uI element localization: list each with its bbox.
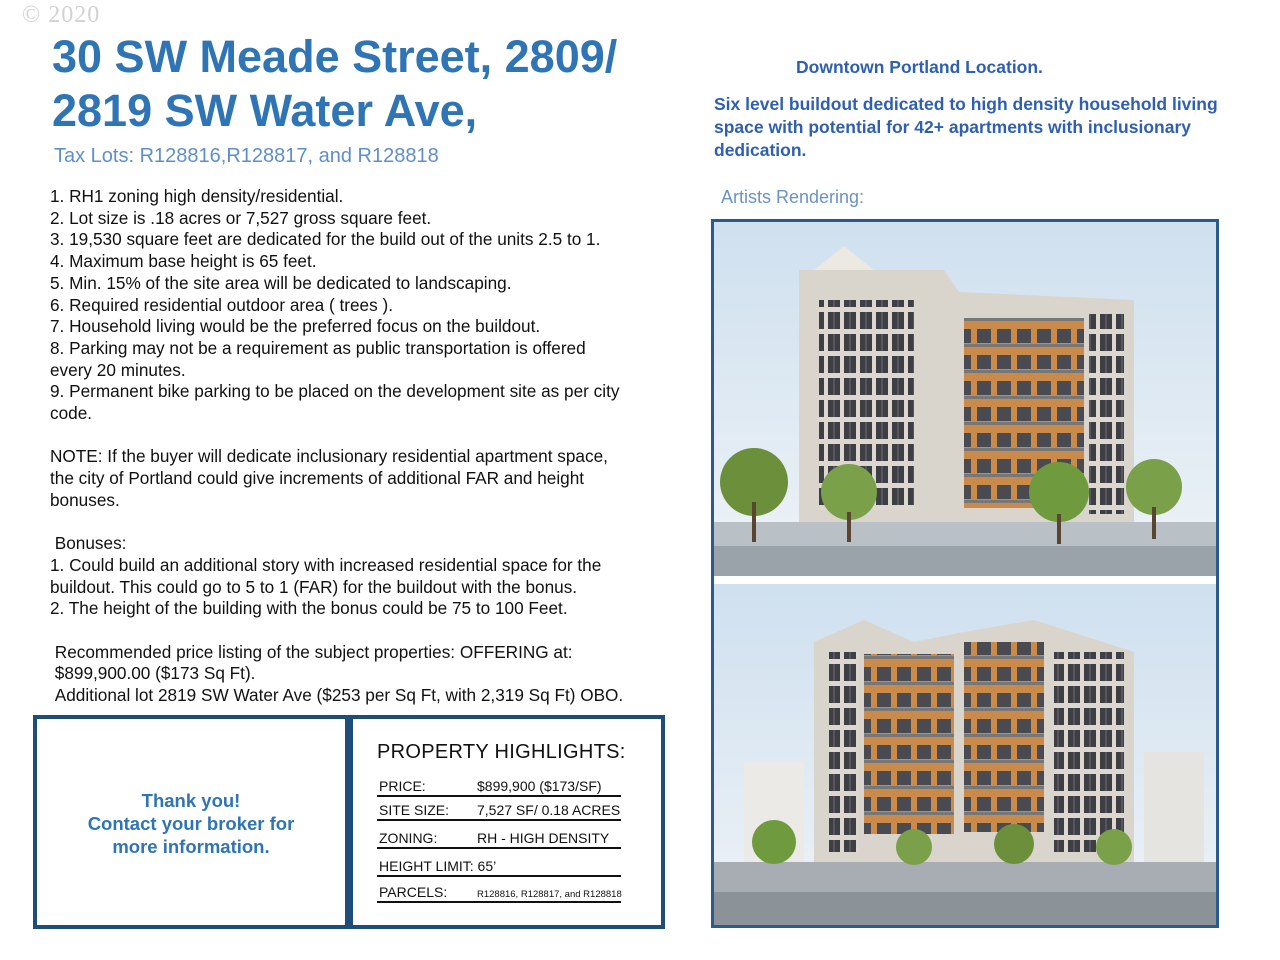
highlight-value: $899,900 ($173/SF) [477,778,602,794]
bonus-line: 1. Could build an additional story with increased residential space for the [50,554,602,575]
pricing-line: Recommended price listing of the subject properties: OFFERING at: [50,641,573,662]
note-line: the city of Portland could give increments of additional FAR and height [50,468,585,489]
detail-item: 4. Maximum base height is 65 feet. [50,251,317,272]
bonus-line: 2. The height of the building with the bonus could be 75 to 100 Feet. [50,598,568,619]
detail-item: 1. RH1 zoning high density/residential. [50,186,344,206]
highlight-row-price [377,777,621,797]
artist-rendering-label: Artists Rendering: [721,187,865,207]
detail-item: 8. Parking may not be a requirement as public transportation is offered [50,337,586,358]
bonus-line: Bonuses: [50,533,127,554]
highlight-row-site-size [377,801,621,821]
highlight-label: PRICE: [379,778,426,794]
highlight-label: ZONING: [379,830,438,846]
note-line: NOTE: If the buyer will dedicate inclusionary residential apartment space, [50,446,608,467]
title-line-2: 2819 SW Water Ave, [52,85,478,136]
detail-item: 7. Household living would be the preferred focus on the buildout. [50,316,541,337]
detail-item: 2. Lot size is .18 acres or 7,527 gross square feet. [50,207,432,228]
highlight-label: HEIGHT LIMIT: 65’ [379,858,497,874]
highlight-label: SITE SIZE: [379,802,450,818]
contact-line-3: more information. [112,836,270,857]
rendering-bottom [714,584,1216,925]
bonus-line: buildout. This could go to 5 to 1 (FAR) for the buildout with the bonus. [50,576,578,597]
pricing-line: Additional lot 2819 SW Water Ave ($253 per Sq Ft, with 2,319 Sq Ft) OBO. [50,685,624,706]
detail-item: 6. Required residential outdoor area ( trees ). [50,294,393,315]
highlight-value: R128816, R128817, and R128818 [477,889,622,900]
contact-box [33,715,349,929]
detail-item: 9. Permanent bike parking to be placed on the development site as per city [50,381,620,402]
contact-line-2: Contact your broker for [87,813,295,834]
copyright-watermark: © 2020 [22,2,101,28]
building-description: Six level buildout dedicated to high density household living space with potential for 42+ apartments with inclusionary dedication. [714,94,1218,160]
title-line-1: 30 SW Meade Street, 2809/ [52,31,618,82]
highlight-value: 7,527 SF/ 0.18 ACRES [477,802,621,818]
highlights-title: PROPERTY HIGHLIGHTS: [377,741,626,763]
highlight-value: RH - HIGH DENSITY [477,830,610,846]
highlight-row-height-limit [377,857,621,877]
property-highlights-box [349,715,665,929]
pricing-line: $899,900.00 ($173 Sq Ft). [50,663,256,684]
detail-item: 5. Min. 15% of the site area will be dedicated to landscaping. [50,272,512,293]
contact-line-1: Thank you! [141,790,241,811]
highlight-row-parcels [377,883,621,903]
property-details [50,186,690,707]
rendering-top [714,222,1216,576]
building-rendering-illustration [714,222,1216,925]
artist-rendering-image [711,219,1219,928]
tax-lots: Tax Lots: R128816,R128817, and R128818 [54,145,439,167]
detail-item: code. [50,403,93,424]
detail-item: 3. 19,530 square feet are dedicated for the build out of the units 2.5 to 1. [50,229,601,250]
contact-message [37,789,345,858]
detail-item: every 20 minutes. [50,359,186,380]
highlight-row-zoning [377,829,621,849]
page-title [52,30,692,138]
note-line: bonuses. [50,489,120,510]
highlight-label: PARCELS: [379,884,448,900]
location-heading: Downtown Portland Location. [796,57,1043,77]
